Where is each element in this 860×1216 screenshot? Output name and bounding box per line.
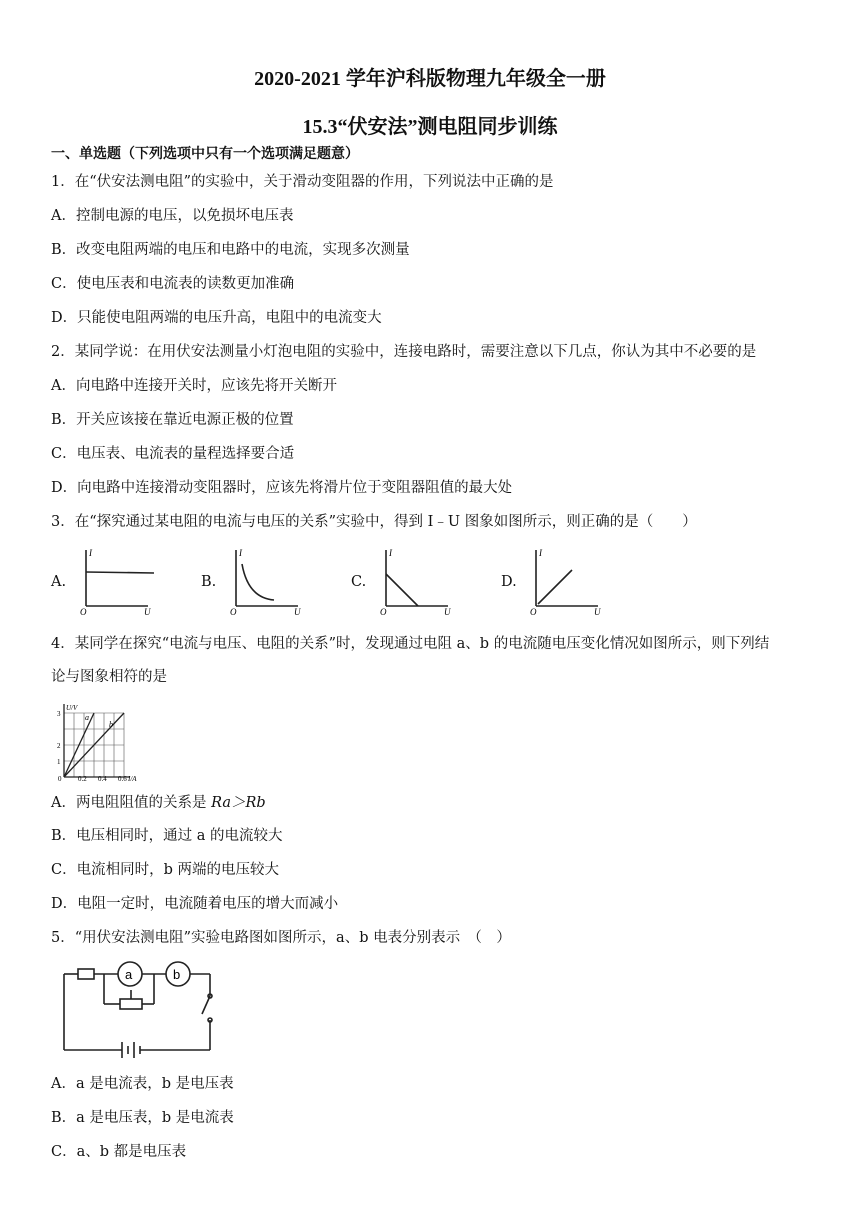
- axis-u-label: U: [144, 607, 151, 616]
- axis-i-label: I: [239, 548, 242, 558]
- axis-i-label: I: [389, 548, 392, 558]
- y-tick-label: 1: [57, 758, 61, 766]
- q3-label-d: D.: [501, 574, 517, 590]
- q4-option-d: D．电阻一定时，电流随着电压的增大而减小: [51, 896, 339, 912]
- q1-option-a: A．控制电源的电压，以免损坏电压表: [51, 208, 294, 224]
- q1-option-b: B．改变电阻两端的电压和电路中的电流，实现多次测量: [51, 242, 410, 258]
- meter-b-label: b: [173, 967, 181, 982]
- x-tick-label: 0.4: [98, 775, 107, 782]
- q4-option-a: [51, 793, 266, 813]
- q2-stem: 2．某同学说：在用伏安法测量小灯泡电阻的实验中，连接电路时，需要注意以下几点，你认为其中不必要的是: [51, 344, 757, 360]
- origin-label: O: [530, 607, 537, 616]
- q4-option-c: C．电流相同时，b 两端的电压较大: [51, 862, 279, 878]
- q5-option-c: C．a、b 都是电压表: [51, 1144, 187, 1160]
- q3-graph-d: [528, 546, 612, 616]
- q5-circuit-diagram: [52, 958, 232, 1062]
- q1-stem: 1．在“伏安法测电阻”的实验中，关于滑动变阻器的作用，下列说法中正确的是: [51, 174, 554, 190]
- q5-option-a: A．a 是电流表，b 是电压表: [51, 1076, 234, 1092]
- x-tick-label: 0.2: [78, 775, 87, 782]
- origin-label: O: [230, 607, 237, 616]
- origin-label: O: [380, 607, 387, 616]
- q3-graph-c: [378, 546, 462, 616]
- origin-label: O: [80, 607, 87, 616]
- meter-a-label: a: [125, 967, 133, 982]
- q2-option-a: A．向电路中连接开关时，应该先将开关断开: [51, 378, 337, 394]
- q2-option-c: C．电压表、电流表的量程选择要合适: [51, 446, 295, 462]
- q1-option-d: D．只能使电阻两端的电压升高，电阻中的电流变大: [51, 310, 382, 326]
- line-a-label: a: [85, 713, 89, 722]
- graph-y-axis-label: U/V: [66, 704, 78, 712]
- q2-option-d: D．向电路中连接滑动变阻器时，应该先将滑片位于变阻器阻值的最大处: [51, 480, 513, 496]
- q1-option-c: C．使电压表和电流表的读数更加准确: [51, 276, 295, 292]
- q3-graph-a: [78, 546, 162, 616]
- q3-label-c: C.: [351, 574, 367, 590]
- axis-u-label: U: [294, 607, 301, 616]
- q3-stem: 3．在“探究通过某电阻的电流与电压的关系”实验中，得到 I﹣U 图象如图所示，则正确的是（ ）: [51, 514, 697, 530]
- line-b-label: b: [109, 720, 113, 729]
- x-tick-label: 0.6: [118, 775, 127, 782]
- q4-option-a-text: A．两电阻阻值的关系是: [51, 795, 212, 811]
- q3-graph-b: [228, 546, 312, 616]
- section-heading: 一、单选题（下列选项中只有一个选项满足题意）: [51, 146, 359, 162]
- q5-stem: 5．“用伏安法测电阻”实验电路图如图所示，a、b 电表分别表示 （ ）: [51, 930, 511, 946]
- q4-option-a-formula: Ra＞Rb: [211, 795, 266, 811]
- worksheet-title: 2020-2021 学年沪科版物理九年级全一册: [254, 68, 606, 90]
- q4-stem-line1: 4．某同学在探究“电流与电压、电阻的关系”时，发现通过电阻 a、b 的电流随电压变化情况如图所示，则下列结: [51, 636, 770, 652]
- axis-u-label: U: [444, 607, 451, 616]
- q4-option-b: B．电压相同时，通过 a 的电流较大: [51, 828, 283, 844]
- graph-x-axis-label: I/A: [128, 775, 137, 782]
- q3-label-a: A.: [51, 574, 67, 590]
- q4-stem-line2: 论与图象相符的是: [51, 669, 167, 685]
- origin-label: 0: [58, 775, 62, 782]
- q4-ui-graph: [52, 700, 144, 782]
- axis-i-label: I: [89, 548, 92, 558]
- y-tick-label: 2: [57, 742, 61, 750]
- q2-option-b: B．开关应该接在靠近电源正极的位置: [51, 412, 294, 428]
- axis-u-label: U: [594, 607, 601, 616]
- worksheet-subtitle: 15.3“伏安法”测电阻同步训练: [302, 116, 558, 138]
- q3-label-b: B.: [201, 574, 217, 590]
- axis-i-label: I: [539, 548, 542, 558]
- q5-option-b: B．a 是电压表，b 是电流表: [51, 1110, 234, 1126]
- y-tick-label: 3: [57, 710, 61, 718]
